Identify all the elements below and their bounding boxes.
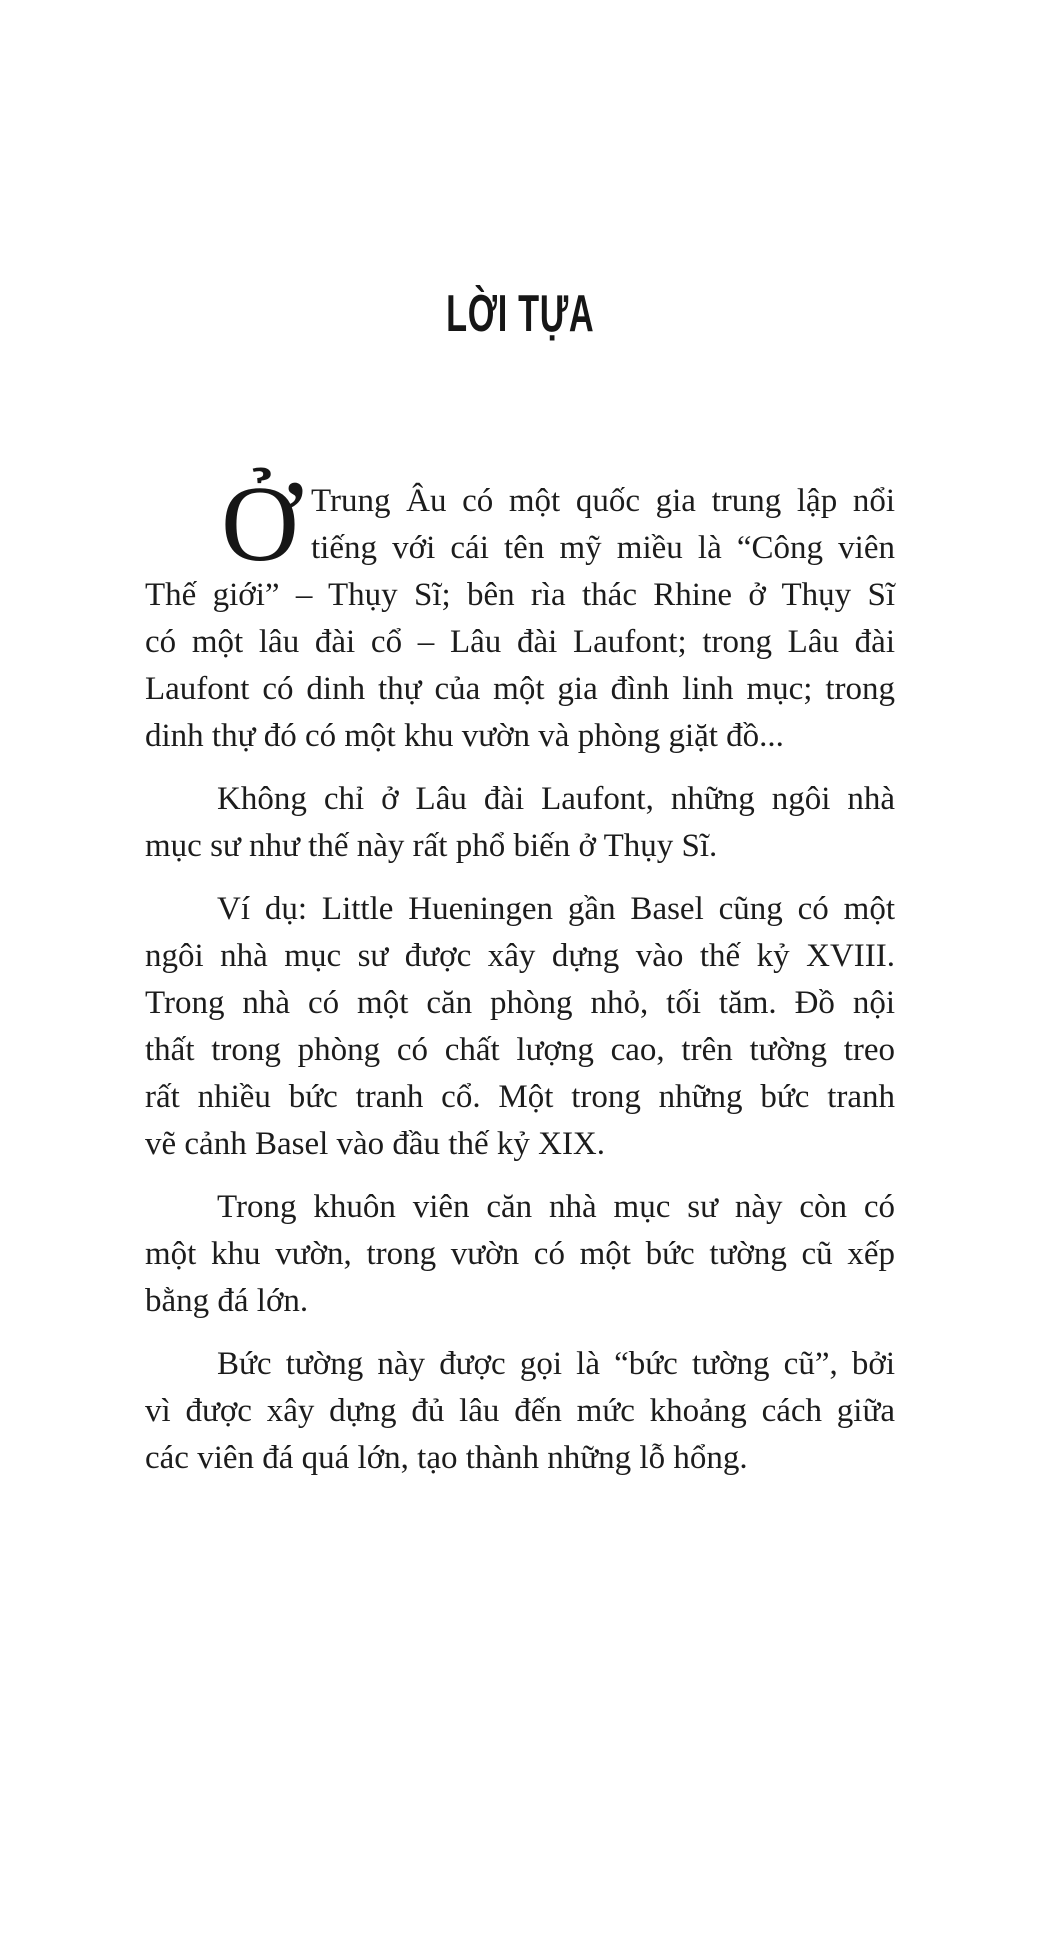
text-line: mục sư như thế này rất phổ biến ở Thụy Sĩ. (145, 828, 718, 864)
text-line: một khu vườn, trong vườn có một bức tường cũ xếp (145, 1236, 895, 1272)
text-line: tiếng với cái tên mỹ miều là “Công viên (311, 530, 895, 566)
text-line: Thế giới” – Thụy Sĩ; bên rìa thác Rhine ở Thụy Sĩ (145, 577, 895, 613)
page-title-text: LỜI TỰA (445, 285, 595, 343)
paragraph (145, 465, 895, 760)
text-line: vì được xây dựng đủ lâu đến mức khoảng cách giữa (145, 1393, 895, 1429)
page-body (145, 465, 895, 1482)
text-line: có một lâu đài cổ – Lâu đài Laufont; trong Lâu đài (145, 624, 895, 660)
book-page (0, 285, 1040, 1482)
text-line: Không chỉ ở Lâu đài Laufont, những ngôi nhà (217, 781, 895, 817)
dropcap-letter: Ở (221, 465, 299, 584)
text-line: bằng đá lớn. (145, 1283, 309, 1319)
text-line: Trong nhà có một căn phòng nhỏ, tối tăm. Đồ nội (145, 985, 895, 1021)
page-title (145, 285, 895, 343)
text-line: thất trong phòng có chất lượng cao, trên tường treo (145, 1032, 895, 1068)
text-line: dinh thự đó có một khu vườn và phòng giặt đồ... (145, 718, 784, 754)
paragraph (145, 886, 895, 1168)
text-line: Trung Âu có một quốc gia trung lập nổi (311, 483, 895, 519)
text-line: rất nhiều bức tranh cổ. Một trong những bức tranh (145, 1079, 895, 1115)
text-line: các viên đá quá lớn, tạo thành những lỗ hổng. (145, 1440, 748, 1476)
text-line: Bức tường này được gọi là “bức tường cũ”, bởi (217, 1346, 895, 1382)
text-line: Trong khuôn viên căn nhà mục sư này còn có (217, 1189, 895, 1225)
text-line: ngôi nhà mục sư được xây dựng vào thế kỷ XVIII. (145, 938, 895, 974)
paragraph (145, 1184, 895, 1325)
paragraph (145, 776, 895, 870)
text-line: Ví dụ: Little Hueningen gần Basel cũng có một (217, 891, 895, 927)
paragraph (145, 1341, 895, 1482)
text-line: vẽ cảnh Basel vào đầu thế kỷ XIX. (145, 1126, 606, 1162)
text-line: Laufont có dinh thự của một gia đình linh mục; trong (145, 671, 895, 707)
